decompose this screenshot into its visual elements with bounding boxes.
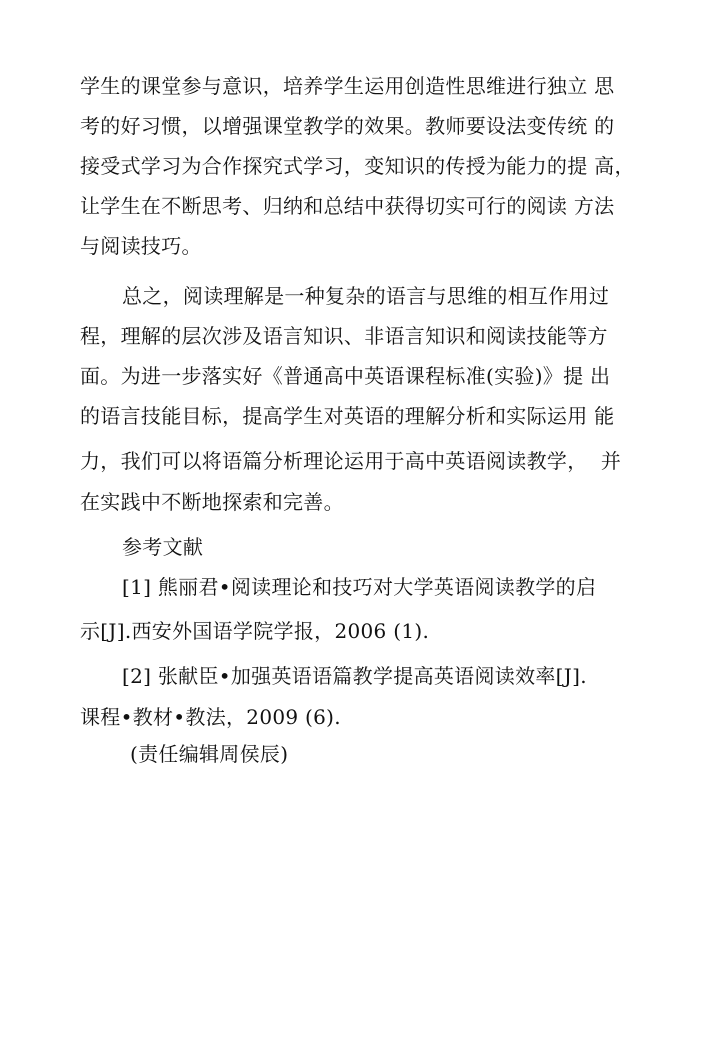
reference-2-line2: 课程•教材•教法，2009 (6). <box>80 705 341 729</box>
paragraph2-line4: 的语言技能目标，提高学生对英语的理解分析和实际运用 能 <box>80 404 615 428</box>
paragraph2-line3: 面。为进一步落实好《普通高中英语课程标准(实验)》提 出 <box>80 364 611 388</box>
paragraph1-line2: 考的好习惯，以增强课堂教学的效果。教师要设法变传统 的 <box>80 114 615 138</box>
paragraph1-line4: 让学生在不断思考、归纳和总结中获得切实可行的阅读 方法 <box>80 194 615 218</box>
reference-1-line2: 示[J].西安外国语学院学报，2006 (1). <box>80 619 430 643</box>
paragraph2-line5: 力，我们可以将语篇分析理论运用于高中英语阅读教学， 并 <box>80 449 622 473</box>
paragraph2-line6: 在实践中不断地探索和完善。 <box>80 490 344 514</box>
paragraph1-line1: 学生的课堂参与意识，培养学生运用创造性思维进行独立 思 <box>80 74 615 98</box>
editor-note: (责任编辑周侯辰) <box>130 742 289 766</box>
reference-1-line1: [1] 熊丽君•阅读理论和技巧对大学英语阅读教学的启 <box>122 575 597 599</box>
paragraph2-line1: 总之，阅读理解是一种复杂的语言与思维的相互作用过 <box>122 284 610 308</box>
references-heading: 参考文献 <box>122 535 204 559</box>
paragraph1-line3: 接受式学习为合作探究式学习，变知识的传授为能力的提 高， <box>80 154 635 178</box>
reference-2-line1: [2] 张献臣•加强英语语篇教学提高英语阅读效率[J]. <box>122 664 587 688</box>
paragraph2-line2: 程，理解的层次涉及语言知识、非语言知识和阅读技能等方 <box>80 324 608 348</box>
paragraph1-line5: 与阅读技巧。 <box>80 234 202 258</box>
